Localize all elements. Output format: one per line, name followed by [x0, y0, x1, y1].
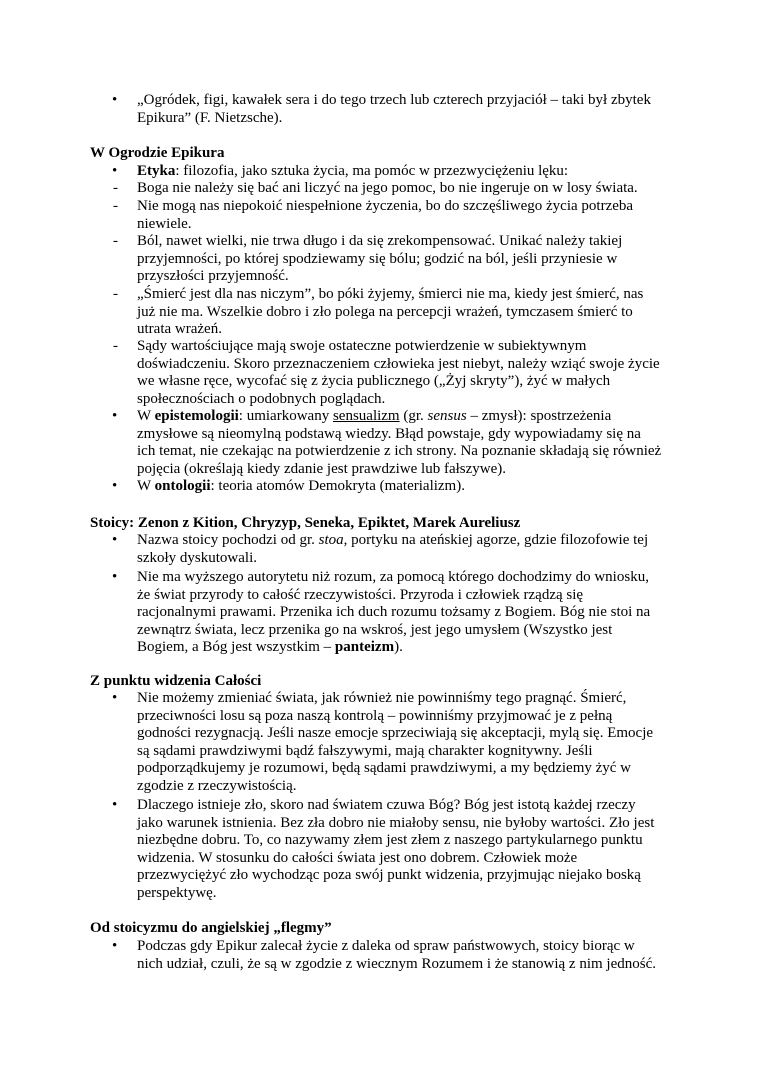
epistemologia-text — [137, 408, 662, 478]
bullet-marker: • — [112, 690, 118, 706]
text-part: (gr. — [399, 408, 428, 424]
text-part: W — [137, 478, 155, 494]
term-panteizm: panteizm — [334, 639, 395, 656]
greek-stoa: stoa — [318, 532, 344, 548]
text-part: , portyku na ateńskiej agorze, gdzie filozofowie tej szkoły dyskutowali. — [137, 532, 649, 566]
term-sensualizm: sensualizm — [332, 408, 400, 424]
dash-text: „Śmierć jest dla nas niczym”, bo póki żyjemy, śmierci nie ma, kiedy jest śmierć, nas już nie ma. Wszelkie dobro i zło polega na percepcji wrażeń, tymczasem śmierć to utrata wrażeń. — [137, 286, 644, 338]
text-part: – zmysł): spostrzeżenia zmysłowe są nieomylną podstawą wiedzy. Błąd powstaje, gdy wypowiadamy się na ich temat, nie czekając na potwierdzenie z ich strony. Na poznanie składają się również pojęcia (określają kiedy zdanie jest prawdziwe lub fałszywe). — [137, 408, 662, 477]
section-heading-flegma: Od stoicyzmu do angielskiej „flegmy” — [90, 920, 332, 936]
greek-sensus: sensus — [427, 408, 467, 424]
text-part: ). — [394, 639, 403, 656]
dash-text: Ból, nawet wielki, nie trwa długo i da się zrekompensować. Unikać należy takiej przyjemności, po której spodziewamy się bólu; godzić na ból, jeśli przyniesie w przyszłości przyjemność. — [137, 233, 623, 285]
flegma-item-1: Podczas gdy Epikur zalecał życie z daleka od spraw państwowych, stoicy biorąc w nich udział, czuli, że są w zgodzie z wiecznym Rozumem i że stanowią z nim jedność. — [137, 938, 656, 972]
dash-marker: - — [113, 338, 118, 354]
bullet-marker: • — [112, 569, 118, 585]
calosc-item-2: Dlaczego istnieje zło, skoro nad światem czuwa Bóg? Bóg jest istotą każdej rzeczy jako warunek istnienia. Bez zła dobro nie miałoby sensu, nie byłoby wartości. Zło jest niezbędne dobru. To, co nazywamy złem jest złem z naszego partykularnego punktu widzenia. W stosunku do całości świata jest ono dobrem. Człowiek może przezwyciężyć zło wychodząc poza swój punkt widzenia, przyjmując niejako boską perspektywę. — [137, 797, 655, 901]
term-ontologia: ontologii — [154, 478, 211, 494]
ontologia-text — [137, 478, 662, 496]
bullet-marker: • — [112, 532, 118, 548]
text-part: : teoria atomów Demokryta (materializm). — [210, 478, 465, 494]
dash-marker: - — [113, 198, 118, 214]
bullet-marker: • — [112, 478, 118, 494]
bullet-marker: • — [112, 163, 118, 179]
text-part: : umiarkowany — [238, 408, 333, 424]
etyka-text — [137, 163, 662, 181]
bullet-marker: • — [112, 92, 118, 108]
stoicy-item-1 — [137, 532, 662, 567]
section-heading-epikur: W Ogrodzie Epikura — [90, 145, 225, 161]
text-part: Nazwa stoicy pochodzi od gr. — [137, 532, 319, 548]
dash-text: Sądy wartościujące mają swoje ostateczne potwierdzenie w subiektywnym doświadczeniu. Skoro przeznaczeniem człowieka jest niebyt, należy wziąć swoje życie we własne ręce, wycofać się z życia publicznego („Żyj skryty”), żyć w małych społecznościach o podobnych poglądach. — [137, 338, 660, 407]
dash-text: Boga nie należy się bać ani liczyć na jego pomoc, bo nie ingeruje on w losy świata. — [137, 180, 638, 196]
section-heading-calosc: Z punktu widzenia Całości — [90, 673, 262, 689]
dash-text: Nie mogą nas niepokoić niespełnione życzenia, bo do szczęśliwego życia potrzeba niewiele. — [137, 198, 634, 232]
stoicy-item-2 — [137, 569, 662, 657]
text-part: W — [137, 408, 155, 424]
intro-quote: „Ogródek, figi, kawałek sera i do tego trzech lub czterech przyjaciół – taki był zbytek Epikura” (F. Nietzsche). — [137, 92, 651, 126]
dash-marker: - — [113, 180, 118, 196]
dash-marker: - — [113, 233, 118, 249]
term-epistemologia: epistemologii — [154, 408, 239, 424]
dash-marker: - — [113, 286, 118, 302]
calosc-item-1: Nie możemy zmieniać świata, jak również nie powinniśmy tego pragnąć. Śmierć, przeciwności losu są poza naszą kontrolą – powinniśmy przyjmować je z pełną godności rezygnacją. Jeśli nasze emocje sprzeciwiają się akceptacji, mylą się. Emocje są sądami prawdziwymi bądź fałszywymi, mają charakter kognitywny. Jeśli podporządkujemy je rozumowi, będą sądami prawdziwymi, a my będziemy żyć w zgodzie z rzeczywistością. — [137, 690, 654, 794]
bullet-marker: • — [112, 797, 118, 813]
bullet-marker: • — [112, 408, 118, 424]
text-part: Nie ma wyższego autorytetu niż rozum, za pomocą którego dochodzimy do wniosku, że świat przyrody to całość rzeczywistości. Przyroda i człowiek rządzą się racjonalnymi prawami. Przenika ich duch rozumu tożsamy z Bogiem. Bóg nie stoi na zewnątrz świata, lecz przenika go na wskroś, jest jego umysłem (Wszystko jest Bogiem, a Bóg jest wszystkim – — [137, 569, 651, 656]
section-heading-stoicy: Stoicy: Zenon z Kition, Chryzyp, Seneka, Epiktet, Marek Aureliusz — [90, 515, 521, 531]
etyka-rest: : filozofia, jako sztuka życia, ma pomóc w przezwyciężeniu lęku: — [175, 163, 569, 179]
term-etyka: Etyka — [137, 163, 176, 179]
bullet-marker: • — [112, 938, 118, 954]
